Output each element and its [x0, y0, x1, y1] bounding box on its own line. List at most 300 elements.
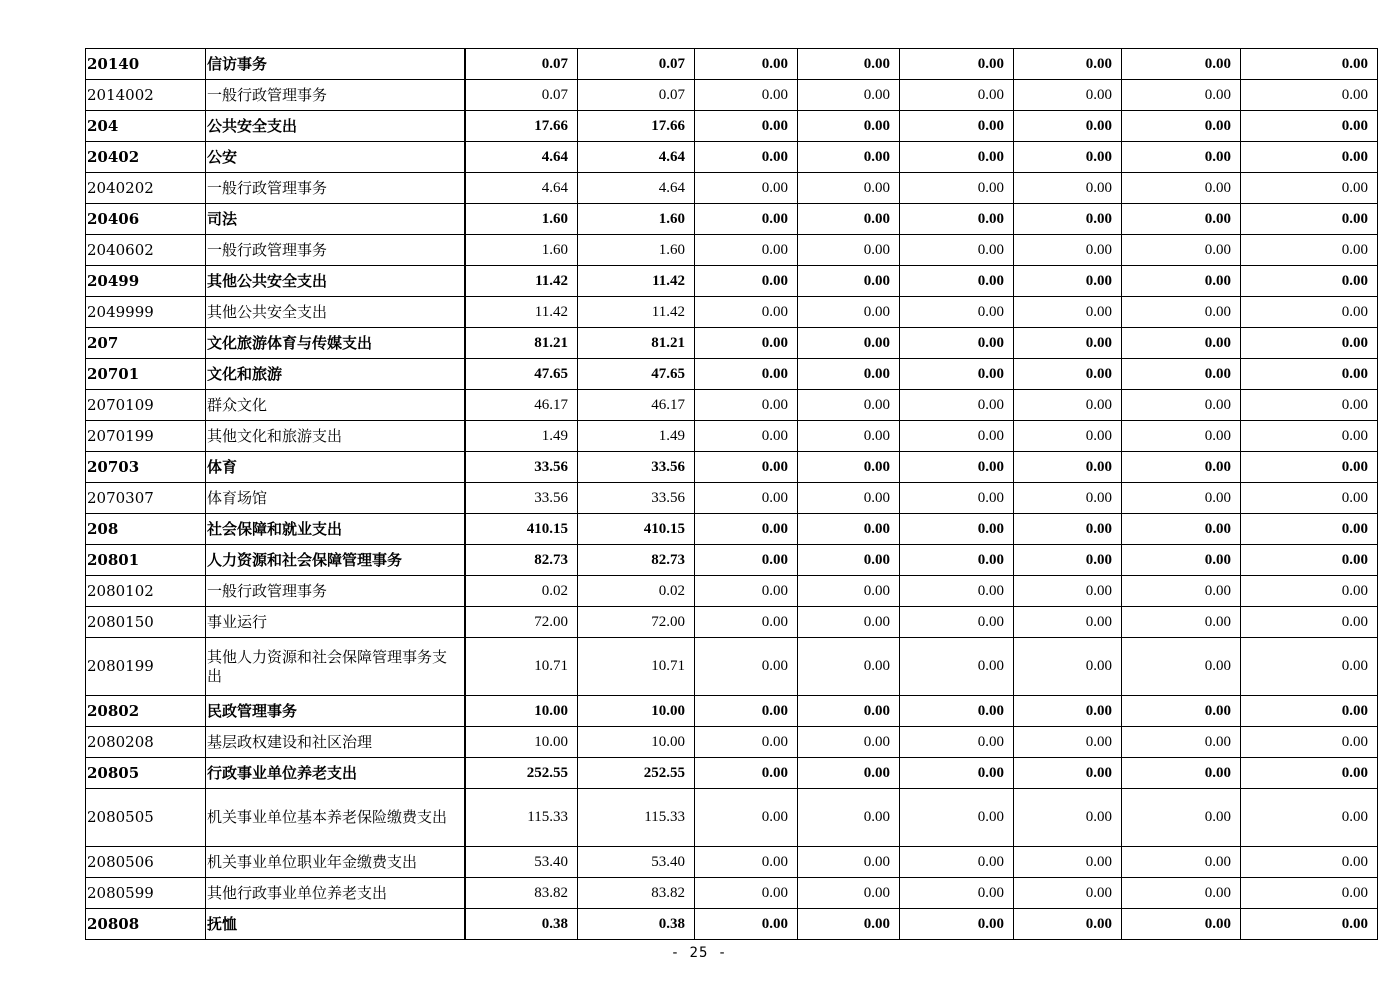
amount-cell: 1.49 — [578, 421, 695, 452]
amount-cell: 0.00 — [695, 235, 798, 266]
amount-cell: 11.42 — [465, 297, 578, 328]
subject-code-cell: 2080505 — [86, 789, 206, 847]
subject-code-cell: 20805 — [86, 758, 206, 789]
amount-cell: 0.00 — [798, 909, 900, 940]
amount-cell: 0.00 — [1014, 909, 1122, 940]
amount-cell: 0.00 — [695, 696, 798, 727]
amount-cell: 0.00 — [1014, 111, 1122, 142]
amount-cell: 0.00 — [1122, 758, 1241, 789]
subject-name-cell: 文化旅游体育与传媒支出 — [206, 328, 465, 359]
amount-cell: 0.00 — [695, 789, 798, 847]
amount-cell: 0.00 — [900, 328, 1014, 359]
amount-cell: 0.00 — [1122, 328, 1241, 359]
amount-cell: 0.00 — [1241, 328, 1378, 359]
amount-cell: 0.00 — [695, 452, 798, 483]
amount-cell: 0.00 — [1014, 727, 1122, 758]
amount-cell: 1.60 — [578, 235, 695, 266]
subject-code-cell: 2070199 — [86, 421, 206, 452]
amount-cell: 0.00 — [900, 142, 1014, 173]
amount-cell: 0.00 — [900, 111, 1014, 142]
table-row — [86, 204, 1378, 235]
table-row — [86, 514, 1378, 545]
amount-cell: 0.00 — [1014, 545, 1122, 576]
amount-cell: 0.00 — [798, 421, 900, 452]
amount-cell: 0.00 — [1014, 49, 1122, 80]
table-row — [86, 235, 1378, 266]
table-row — [86, 266, 1378, 297]
subject-name-cell: 一般行政管理事务 — [206, 576, 465, 607]
table-row — [86, 359, 1378, 390]
amount-cell: 83.82 — [578, 878, 695, 909]
amount-cell: 252.55 — [465, 758, 578, 789]
amount-cell: 0.00 — [1014, 789, 1122, 847]
subject-name-cell: 公安 — [206, 142, 465, 173]
amount-cell: 0.38 — [465, 909, 578, 940]
subject-name-cell: 民政管理事务 — [206, 696, 465, 727]
table-row — [86, 452, 1378, 483]
amount-cell: 0.00 — [695, 49, 798, 80]
table-row — [86, 545, 1378, 576]
table-row — [86, 421, 1378, 452]
amount-cell: 0.00 — [900, 297, 1014, 328]
amount-cell: 10.00 — [578, 727, 695, 758]
table-row — [86, 111, 1378, 142]
amount-cell: 0.00 — [798, 545, 900, 576]
amount-cell: 0.00 — [1122, 359, 1241, 390]
amount-cell: 11.42 — [465, 266, 578, 297]
amount-cell: 0.00 — [1241, 111, 1378, 142]
subject-code-cell: 20701 — [86, 359, 206, 390]
amount-cell: 0.02 — [465, 576, 578, 607]
amount-cell: 0.00 — [695, 545, 798, 576]
amount-cell: 0.00 — [1122, 638, 1241, 696]
amount-cell: 0.00 — [900, 847, 1014, 878]
subject-name-cell: 其他公共安全支出 — [206, 266, 465, 297]
amount-cell: 0.00 — [1122, 390, 1241, 421]
subject-name-cell: 其他公共安全支出 — [206, 297, 465, 328]
amount-cell: 47.65 — [465, 359, 578, 390]
amount-cell: 0.00 — [900, 514, 1014, 545]
amount-cell: 0.00 — [900, 696, 1014, 727]
amount-cell: 0.00 — [1122, 173, 1241, 204]
amount-cell: 81.21 — [578, 328, 695, 359]
amount-cell: 0.00 — [798, 111, 900, 142]
amount-cell: 1.60 — [465, 235, 578, 266]
table-row — [86, 576, 1378, 607]
amount-cell: 1.60 — [465, 204, 578, 235]
amount-cell: 0.00 — [695, 607, 798, 638]
subject-code-cell: 2080208 — [86, 727, 206, 758]
amount-cell: 0.00 — [1014, 696, 1122, 727]
subject-code-cell: 208 — [86, 514, 206, 545]
amount-cell: 0.00 — [798, 80, 900, 111]
amount-cell: 410.15 — [465, 514, 578, 545]
subject-name-cell: 体育场馆 — [206, 483, 465, 514]
amount-cell: 0.00 — [1241, 607, 1378, 638]
amount-cell: 0.00 — [695, 847, 798, 878]
amount-cell: 0.00 — [1014, 297, 1122, 328]
amount-cell: 0.00 — [695, 576, 798, 607]
amount-cell: 0.00 — [695, 390, 798, 421]
subject-code-cell: 2049999 — [86, 297, 206, 328]
subject-name-cell: 公共安全支出 — [206, 111, 465, 142]
amount-cell: 0.00 — [900, 49, 1014, 80]
subject-name-cell: 抚恤 — [206, 909, 465, 940]
table-row — [86, 696, 1378, 727]
table-row — [86, 297, 1378, 328]
amount-cell: 0.00 — [1122, 847, 1241, 878]
amount-cell: 0.00 — [798, 847, 900, 878]
amount-cell: 0.00 — [900, 607, 1014, 638]
amount-cell: 0.00 — [798, 789, 900, 847]
amount-cell: 4.64 — [578, 173, 695, 204]
amount-cell: 0.07 — [465, 49, 578, 80]
table-row — [86, 49, 1378, 80]
amount-cell: 11.42 — [578, 297, 695, 328]
table-row — [86, 909, 1378, 940]
amount-cell: 0.00 — [798, 878, 900, 909]
amount-cell: 0.00 — [900, 789, 1014, 847]
amount-cell: 82.73 — [578, 545, 695, 576]
amount-cell: 0.00 — [900, 390, 1014, 421]
amount-cell: 0.00 — [695, 266, 798, 297]
amount-cell: 0.00 — [1122, 727, 1241, 758]
amount-cell: 0.00 — [900, 359, 1014, 390]
table-row — [86, 483, 1378, 514]
amount-cell: 0.00 — [1014, 359, 1122, 390]
subject-code-cell: 2080102 — [86, 576, 206, 607]
amount-cell: 0.00 — [1014, 328, 1122, 359]
subject-code-cell: 2080150 — [86, 607, 206, 638]
amount-cell: 33.56 — [465, 483, 578, 514]
amount-cell: 0.00 — [1014, 847, 1122, 878]
amount-cell: 0.00 — [900, 204, 1014, 235]
subject-code-cell: 2070307 — [86, 483, 206, 514]
amount-cell: 0.00 — [1014, 390, 1122, 421]
subject-code-cell: 207 — [86, 328, 206, 359]
amount-cell: 0.00 — [798, 49, 900, 80]
amount-cell: 0.00 — [1241, 235, 1378, 266]
amount-cell: 0.00 — [695, 421, 798, 452]
subject-name-cell: 机关事业单位职业年金缴费支出 — [206, 847, 465, 878]
amount-cell: 0.00 — [1241, 727, 1378, 758]
subject-code-cell: 2070109 — [86, 390, 206, 421]
table-row — [86, 638, 1378, 696]
amount-cell: 0.00 — [1122, 297, 1241, 328]
subject-name-cell: 一般行政管理事务 — [206, 235, 465, 266]
subject-code-cell: 20140 — [86, 49, 206, 80]
table-row — [86, 607, 1378, 638]
amount-cell: 0.00 — [1241, 576, 1378, 607]
amount-cell: 4.64 — [465, 173, 578, 204]
amount-cell: 0.00 — [798, 758, 900, 789]
amount-cell: 0.00 — [695, 111, 798, 142]
table-row — [86, 727, 1378, 758]
amount-cell: 0.00 — [1241, 359, 1378, 390]
subject-code-cell: 20406 — [86, 204, 206, 235]
subject-code-cell: 2080199 — [86, 638, 206, 696]
amount-cell: 0.00 — [798, 390, 900, 421]
amount-cell: 0.00 — [798, 297, 900, 328]
amount-cell: 0.00 — [1241, 545, 1378, 576]
amount-cell: 0.00 — [1122, 421, 1241, 452]
amount-cell: 0.00 — [1241, 390, 1378, 421]
table-body — [86, 49, 1378, 940]
amount-cell: 83.82 — [465, 878, 578, 909]
amount-cell: 0.00 — [695, 328, 798, 359]
amount-cell: 0.00 — [798, 514, 900, 545]
subject-name-cell: 其他文化和旅游支出 — [206, 421, 465, 452]
amount-cell: 4.64 — [578, 142, 695, 173]
subject-name-cell: 人力资源和社会保障管理事务 — [206, 545, 465, 576]
amount-cell: 0.07 — [465, 80, 578, 111]
amount-cell: 11.42 — [578, 266, 695, 297]
table-row — [86, 80, 1378, 111]
amount-cell: 0.00 — [1014, 878, 1122, 909]
subject-code-cell: 2080506 — [86, 847, 206, 878]
amount-cell: 46.17 — [578, 390, 695, 421]
amount-cell: 252.55 — [578, 758, 695, 789]
amount-cell: 0.00 — [900, 483, 1014, 514]
amount-cell: 10.00 — [578, 696, 695, 727]
table-row — [86, 847, 1378, 878]
amount-cell: 0.00 — [1241, 483, 1378, 514]
amount-cell: 0.00 — [1241, 142, 1378, 173]
amount-cell: 0.00 — [798, 204, 900, 235]
amount-cell: 0.00 — [695, 727, 798, 758]
amount-cell: 0.00 — [798, 266, 900, 297]
subject-name-cell: 群众文化 — [206, 390, 465, 421]
amount-cell: 0.00 — [798, 576, 900, 607]
amount-cell: 0.00 — [900, 173, 1014, 204]
subject-name-cell: 事业运行 — [206, 607, 465, 638]
amount-cell: 0.00 — [1241, 909, 1378, 940]
amount-cell: 0.00 — [1122, 452, 1241, 483]
amount-cell: 0.00 — [900, 452, 1014, 483]
amount-cell: 53.40 — [578, 847, 695, 878]
amount-cell: 0.00 — [1241, 49, 1378, 80]
amount-cell: 0.00 — [1122, 545, 1241, 576]
amount-cell: 0.00 — [1122, 266, 1241, 297]
subject-code-cell: 20402 — [86, 142, 206, 173]
amount-cell: 0.00 — [695, 80, 798, 111]
amount-cell: 17.66 — [578, 111, 695, 142]
subject-name-cell: 信访事务 — [206, 49, 465, 80]
amount-cell: 0.00 — [798, 142, 900, 173]
amount-cell: 0.07 — [578, 49, 695, 80]
amount-cell: 0.00 — [900, 235, 1014, 266]
amount-cell: 0.38 — [578, 909, 695, 940]
amount-cell: 0.00 — [1122, 483, 1241, 514]
amount-cell: 0.00 — [695, 514, 798, 545]
amount-cell: 0.00 — [1241, 758, 1378, 789]
amount-cell: 0.00 — [1241, 173, 1378, 204]
subject-name-cell: 一般行政管理事务 — [206, 173, 465, 204]
subject-name-cell: 文化和旅游 — [206, 359, 465, 390]
amount-cell: 0.00 — [695, 483, 798, 514]
amount-cell: 81.21 — [465, 328, 578, 359]
budget-table — [85, 48, 1378, 940]
amount-cell: 0.00 — [798, 328, 900, 359]
amount-cell: 0.00 — [695, 909, 798, 940]
amount-cell: 0.00 — [1122, 49, 1241, 80]
amount-cell: 0.00 — [1122, 789, 1241, 847]
amount-cell: 0.00 — [695, 638, 798, 696]
amount-cell: 0.00 — [900, 266, 1014, 297]
amount-cell: 115.33 — [578, 789, 695, 847]
amount-cell: 0.00 — [1241, 204, 1378, 235]
table-row — [86, 789, 1378, 847]
table-row — [86, 173, 1378, 204]
amount-cell: 0.00 — [1241, 789, 1378, 847]
amount-cell: 0.00 — [798, 727, 900, 758]
subject-name-cell: 其他人力资源和社会保障管理事务支出 — [206, 638, 465, 696]
subject-code-cell: 2040202 — [86, 173, 206, 204]
amount-cell: 0.00 — [798, 359, 900, 390]
amount-cell: 0.00 — [1241, 847, 1378, 878]
amount-cell: 0.00 — [900, 909, 1014, 940]
subject-name-cell: 社会保障和就业支出 — [206, 514, 465, 545]
amount-cell: 0.00 — [1014, 607, 1122, 638]
amount-cell: 0.00 — [900, 576, 1014, 607]
amount-cell: 0.00 — [1014, 452, 1122, 483]
amount-cell: 0.00 — [695, 359, 798, 390]
amount-cell: 0.00 — [1241, 421, 1378, 452]
amount-cell: 0.00 — [1014, 576, 1122, 607]
amount-cell: 0.00 — [1014, 421, 1122, 452]
amount-cell: 0.00 — [695, 878, 798, 909]
amount-cell: 46.17 — [465, 390, 578, 421]
amount-cell: 0.00 — [1122, 80, 1241, 111]
subject-name-cell: 行政事业单位养老支出 — [206, 758, 465, 789]
amount-cell: 0.00 — [1241, 266, 1378, 297]
amount-cell: 0.00 — [1014, 173, 1122, 204]
amount-cell: 1.60 — [578, 204, 695, 235]
subject-name-cell: 机关事业单位基本养老保险缴费支出 — [206, 789, 465, 847]
amount-cell: 0.00 — [798, 452, 900, 483]
amount-cell: 1.49 — [465, 421, 578, 452]
amount-cell: 0.00 — [1014, 266, 1122, 297]
amount-cell: 0.00 — [1241, 80, 1378, 111]
subject-code-cell: 20703 — [86, 452, 206, 483]
amount-cell: 72.00 — [465, 607, 578, 638]
amount-cell: 0.00 — [1014, 483, 1122, 514]
table-row — [86, 328, 1378, 359]
amount-cell: 0.00 — [695, 297, 798, 328]
amount-cell: 33.56 — [578, 452, 695, 483]
amount-cell: 82.73 — [465, 545, 578, 576]
amount-cell: 10.00 — [465, 696, 578, 727]
amount-cell: 17.66 — [465, 111, 578, 142]
subject-name-cell: 其他行政事业单位养老支出 — [206, 878, 465, 909]
amount-cell: 0.00 — [1122, 235, 1241, 266]
amount-cell: 115.33 — [465, 789, 578, 847]
amount-cell: 0.00 — [695, 758, 798, 789]
amount-cell: 0.00 — [1014, 638, 1122, 696]
amount-cell: 0.00 — [900, 421, 1014, 452]
amount-cell: 0.00 — [1122, 514, 1241, 545]
amount-cell: 0.00 — [695, 204, 798, 235]
amount-cell: 0.00 — [1241, 696, 1378, 727]
amount-cell: 0.00 — [900, 80, 1014, 111]
amount-cell: 0.00 — [1122, 607, 1241, 638]
subject-code-cell: 20802 — [86, 696, 206, 727]
amount-cell: 0.00 — [1014, 758, 1122, 789]
subject-code-cell: 2014002 — [86, 80, 206, 111]
subject-code-cell: 20801 — [86, 545, 206, 576]
amount-cell: 0.00 — [1014, 204, 1122, 235]
amount-cell: 0.00 — [1014, 142, 1122, 173]
table-row — [86, 758, 1378, 789]
amount-cell: 0.00 — [900, 727, 1014, 758]
amount-cell: 0.00 — [695, 173, 798, 204]
table-row — [86, 878, 1378, 909]
amount-cell: 72.00 — [578, 607, 695, 638]
amount-cell: 0.00 — [900, 638, 1014, 696]
amount-cell: 33.56 — [578, 483, 695, 514]
subject-name-cell: 基层政权建设和社区治理 — [206, 727, 465, 758]
amount-cell: 0.00 — [798, 607, 900, 638]
amount-cell: 0.00 — [1122, 878, 1241, 909]
amount-cell: 0.07 — [578, 80, 695, 111]
page-number: - 25 - — [670, 945, 728, 961]
amount-cell: 0.00 — [1241, 638, 1378, 696]
amount-cell: 0.00 — [1241, 297, 1378, 328]
amount-cell: 0.02 — [578, 576, 695, 607]
subject-name-cell: 一般行政管理事务 — [206, 80, 465, 111]
amount-cell: 10.71 — [465, 638, 578, 696]
amount-cell: 0.00 — [1241, 452, 1378, 483]
subject-name-cell: 体育 — [206, 452, 465, 483]
subject-code-cell: 20499 — [86, 266, 206, 297]
amount-cell: 0.00 — [900, 758, 1014, 789]
amount-cell: 4.64 — [465, 142, 578, 173]
amount-cell: 0.00 — [798, 696, 900, 727]
subject-code-cell: 20808 — [86, 909, 206, 940]
amount-cell: 0.00 — [900, 545, 1014, 576]
amount-cell: 0.00 — [1122, 204, 1241, 235]
amount-cell: 0.00 — [1014, 235, 1122, 266]
amount-cell: 47.65 — [578, 359, 695, 390]
amount-cell: 0.00 — [1122, 696, 1241, 727]
amount-cell: 0.00 — [1122, 111, 1241, 142]
amount-cell: 0.00 — [1122, 909, 1241, 940]
amount-cell: 0.00 — [798, 235, 900, 266]
amount-cell: 0.00 — [1241, 878, 1378, 909]
amount-cell: 33.56 — [465, 452, 578, 483]
table-row — [86, 142, 1378, 173]
amount-cell: 0.00 — [1122, 142, 1241, 173]
amount-cell: 0.00 — [798, 173, 900, 204]
amount-cell: 0.00 — [1122, 576, 1241, 607]
amount-cell: 0.00 — [1014, 514, 1122, 545]
amount-cell: 10.71 — [578, 638, 695, 696]
amount-cell: 0.00 — [798, 638, 900, 696]
amount-cell: 0.00 — [1014, 80, 1122, 111]
amount-cell: 10.00 — [465, 727, 578, 758]
amount-cell: 410.15 — [578, 514, 695, 545]
amount-cell: 0.00 — [1241, 514, 1378, 545]
subject-code-cell: 2080599 — [86, 878, 206, 909]
amount-cell: 0.00 — [900, 878, 1014, 909]
amount-cell: 0.00 — [695, 142, 798, 173]
subject-name-cell: 司法 — [206, 204, 465, 235]
amount-cell: 0.00 — [798, 483, 900, 514]
subject-code-cell: 2040602 — [86, 235, 206, 266]
amount-cell: 53.40 — [465, 847, 578, 878]
subject-code-cell: 204 — [86, 111, 206, 142]
table-row — [86, 390, 1378, 421]
